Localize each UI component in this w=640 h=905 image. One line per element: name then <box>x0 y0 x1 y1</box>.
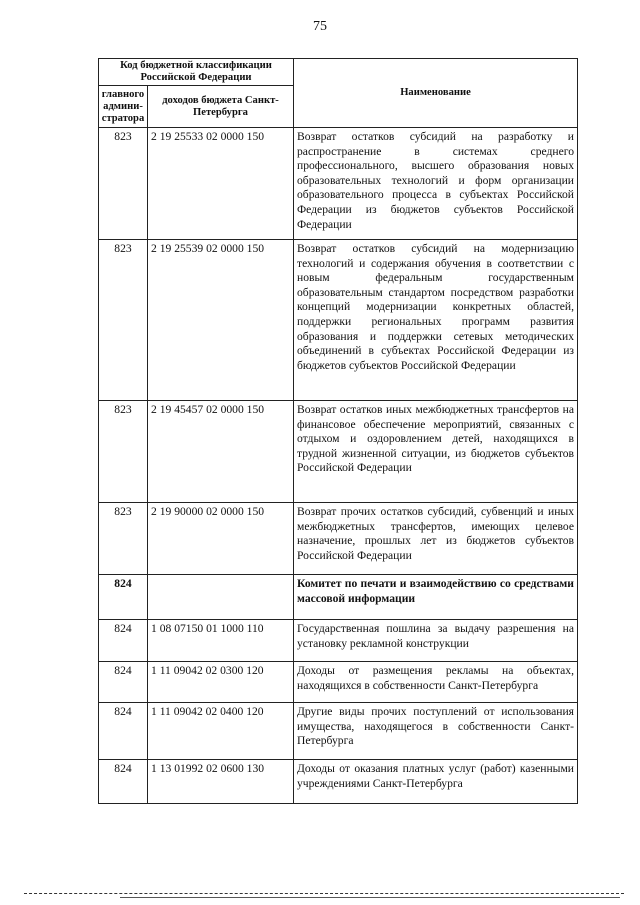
name-cell: Доходы от размещения рекламы на объектах, находящихся в собственности Санкт-Петербурга <box>294 662 578 703</box>
income-code-cell: 2 19 25533 02 0000 150 <box>148 128 294 240</box>
admin-code-cell: 824 <box>99 703 148 760</box>
admin-code-cell: 823 <box>99 401 148 503</box>
income-code-cell <box>148 575 294 620</box>
table-row <box>99 401 578 503</box>
income-code-cell: 2 19 90000 02 0000 150 <box>148 503 294 575</box>
table-row <box>99 662 578 703</box>
header-income: доходов бюджета Санкт-Петербурга <box>148 86 294 128</box>
admin-code-cell: 824 <box>99 760 148 804</box>
income-code-cell: 2 19 25539 02 0000 150 <box>148 240 294 401</box>
name-cell: Возврат остатков субсидий на разработку и распространение в системах среднего профессионального, высшего образования новых образовательных технологий и форм организации образовательного процесса в субъектах Российской Федерации из бюджетов субъектов Российской Федерации <box>294 128 578 240</box>
table-row <box>99 620 578 662</box>
name-cell: Доходы от оказания платных услуг (работ) казенными учреждениями Санкт-Петербурга <box>294 760 578 804</box>
header-name: Наименование <box>294 59 578 128</box>
income-code-cell: 2 19 45457 02 0000 150 <box>148 401 294 503</box>
income-code-cell: 1 11 09042 02 0300 120 <box>148 662 294 703</box>
name-cell: Возврат остатков субсидий на модернизацию технологий и содержания обучения в соответствии с новым федеральным государственным образовательным стандартом посредством разработки концепций модернизации конкретных областей, поддержки региональных программ развития образования и поддержки сетевых методических объединений в субъектах Российской Федерации из бюджетов субъектов Российской Федерации <box>294 240 578 401</box>
name-cell: Возврат остатков иных межбюджетных трансфертов на финансовое обеспечение мероприятий, связанных с отдыхом и оздоровлением детей, находящихся в трудной жизненной ситуации, из бюджетов субъектов Российской Федерации <box>294 401 578 503</box>
name-cell: Возврат прочих остатков субсидий, субвенций и иных межбюджетных трансфертов, имеющих целевое назначение, прошлых лет из бюджетов субъектов Российской Федерации <box>294 503 578 575</box>
table-row <box>99 240 578 401</box>
table-row <box>99 760 578 804</box>
admin-code-cell: 823 <box>99 128 148 240</box>
budget-classification-table <box>98 58 578 804</box>
admin-code-cell: 823 <box>99 240 148 401</box>
income-code-cell: 1 13 01992 02 0600 130 <box>148 760 294 804</box>
scan-edge-line <box>120 897 620 898</box>
name-cell: Другие виды прочих поступлений от использования имущества, находящегося в собственности Санкт-Петербурга <box>294 703 578 760</box>
admin-code-cell: 824 <box>99 575 148 620</box>
header-admin: главного админи-стратора <box>99 86 148 128</box>
admin-code-cell: 823 <box>99 503 148 575</box>
table-row <box>99 575 578 620</box>
name-cell: Комитет по печати и взаимодействию со средствами массовой информации <box>294 575 578 620</box>
name-cell: Государственная пошлина за выдачу разрешения на установку рекламной конструкции <box>294 620 578 662</box>
admin-code-cell: 824 <box>99 662 148 703</box>
table-row <box>99 128 578 240</box>
income-code-cell: 1 08 07150 01 1000 110 <box>148 620 294 662</box>
income-code-cell: 1 11 09042 02 0400 120 <box>148 703 294 760</box>
admin-code-cell: 824 <box>99 620 148 662</box>
page-number: 75 <box>313 19 327 34</box>
table-row <box>99 503 578 575</box>
table-row <box>99 703 578 760</box>
header-classification-code: Код бюджетной классификации Российской Федерации <box>99 59 294 86</box>
scan-edge-line <box>24 893 624 896</box>
